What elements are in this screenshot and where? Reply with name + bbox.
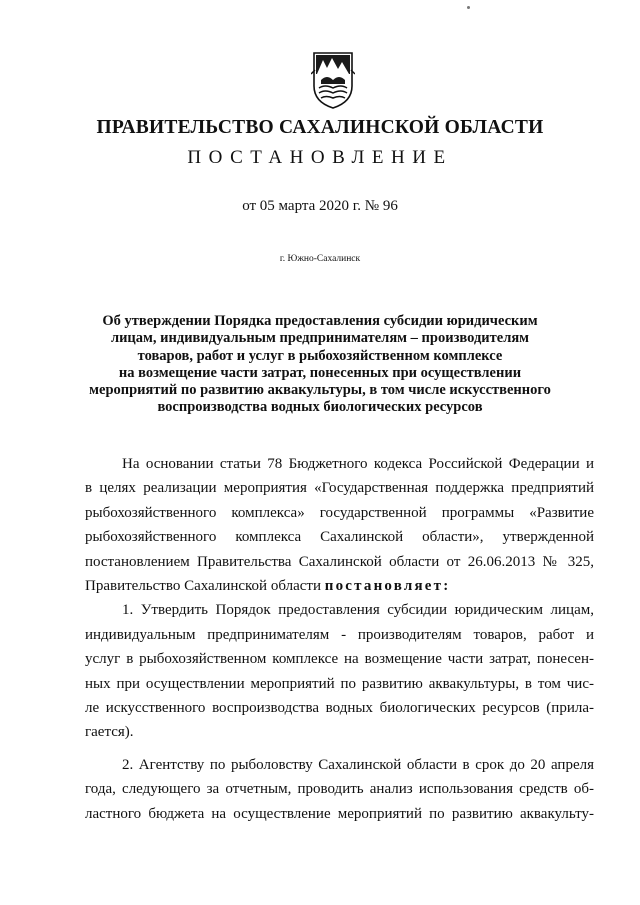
body-line: 1. Утвердить Порядок предоставления субсидии юридическим лицам, (122, 602, 594, 619)
body-line: услуг в рыбохозяйственном комплексе на возмещение части затрат, понесен- (85, 651, 594, 668)
document-date-number: от 05 марта 2020 г. № 96 (242, 198, 398, 214)
subject-line: мероприятий по развитию аквакультуры, в том числе искусственного (89, 382, 551, 399)
body-line: года, следующего за отчетным, проводить анализ использования средств об- (85, 781, 594, 798)
body-line: ных при осуществлении мероприятий по развитию аквакультуры, в том чис- (85, 675, 594, 692)
government-title: ПРАВИТЕЛЬСТВО САХАЛИНСКОЙ ОБЛАСТИ (96, 117, 544, 138)
subject-line: воспроизводства водных биологических ресурсов (157, 399, 483, 416)
subject-line: на возмещение части затрат, понесенных при осуществлении (118, 364, 522, 381)
document-body (85, 452, 594, 826)
body-line: ластного бюджета на осуществление мероприятий по развитию аквакульту- (85, 805, 594, 822)
body-line: 2. Агентству по рыболовству Сахалинской области в срок до 20 апреля (122, 756, 594, 773)
body-line: рыбохозяйственного комплекса Сахалинской области», утвержденной (85, 529, 594, 546)
body-line: постановлением Правительства Сахалинской области от 26.06.2013 № 325, (85, 553, 594, 570)
document-subject (60, 313, 580, 417)
scan-speck (467, 6, 470, 9)
body-line: ле искусственного воспроизводства водных биологических ресурсов (прила- (85, 700, 594, 717)
subject-line: товаров, работ и услуг в рыбохозяйственном комплексе (137, 347, 503, 364)
subject-line: Об утверждении Порядка предоставления субсидии юридическим (102, 313, 538, 329)
body-line (85, 574, 594, 598)
preamble-last-text: Правительство Сахалинской области (85, 578, 321, 595)
body-line: рыбохозяйственного комплекса» государственной программы «Развитие (85, 504, 594, 521)
body-line: На основании статьи 78 Бюджетного кодекса Российской Федерации и (122, 456, 594, 472)
body-line: гается). (85, 724, 134, 741)
decree-word: постановляет: (324, 578, 451, 595)
document-city: г. Южно-Сахалинск (279, 254, 361, 264)
document-type: ПОСТАНОВЛЕНИЕ (187, 147, 453, 168)
sakhalin-coat-of-arms-icon (311, 50, 355, 110)
subject-line: лицам, индивидуальным предпринимателям – производителям (110, 330, 530, 347)
body-line: индивидуальным предпринимателям - производителям товаров, работ и (85, 626, 594, 643)
body-line: в целях реализации мероприятия «Государственная поддержка предприятий (85, 480, 594, 497)
paragraph-gap (85, 745, 594, 753)
